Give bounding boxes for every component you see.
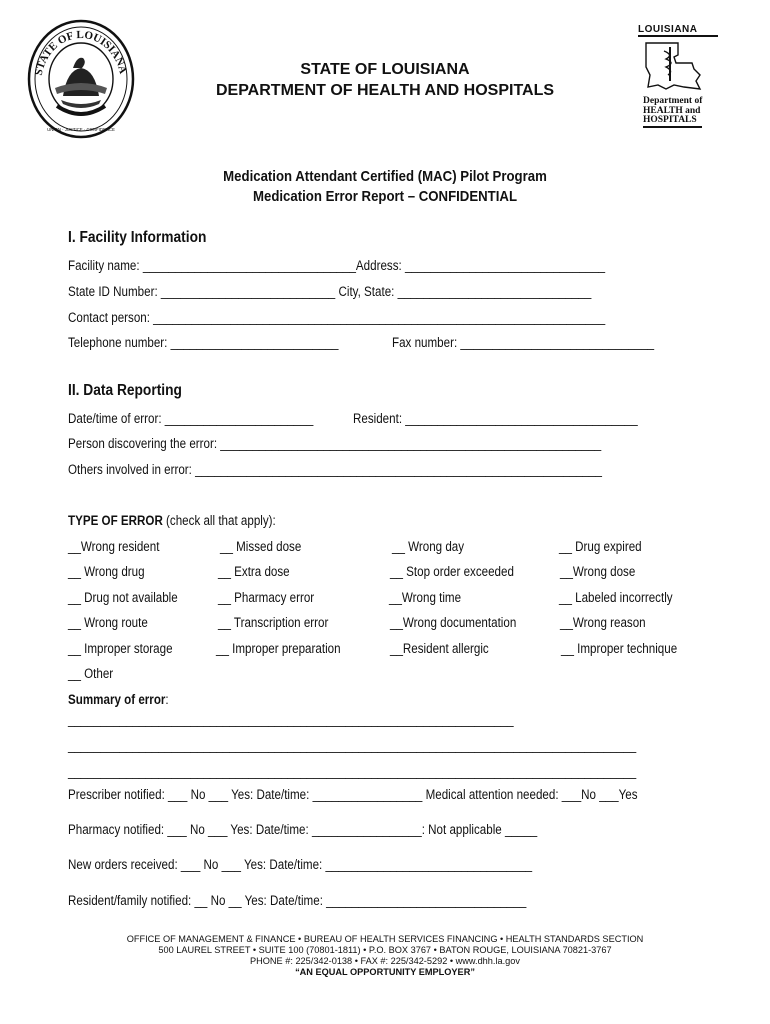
error-option[interactable]: __Wrong documentation [390,615,517,630]
pharmacy-notified-field[interactable]: Pharmacy notified: ___ No ___ Yes: Date/time: _________________: Not applicable _____ [68,822,538,837]
new-orders-field[interactable]: New orders received: ___ No ___ Yes: Date/time: ________________________________ [68,857,533,872]
section-facility-heading: I. Facility Information [68,229,207,246]
error-option[interactable]: __Wrong time [389,590,462,605]
prescriber-notified-field[interactable]: Prescriber notified: ___ No ___ Yes: Date/time: _________________ Medical attention needed: ___No ___Yes [68,787,638,802]
error-option[interactable]: __ Stop order exceeded [390,564,514,579]
logo-department-label: Department of HEALTH and HOSPITALS [643,97,702,128]
logo-state-label: LOUISIANA [638,24,718,37]
svg-text:STATE OF LOUISIANA: STATE OF LOUISIANA [32,28,129,77]
department-title: DEPARTMENT OF HEALTH AND HOSPITALS [215,82,555,99]
footer-address: 500 LAUREL STREET • SUITE 100 (70801-1811) • P.O. BOX 3767 • BATON ROUGE, LOUISIANA 70821-3767 [158,945,612,955]
footer-office: OFFICE OF MANAGEMENT & FINANCE • BUREAU OF HEALTH SERVICES FINANCING • HEALTH STANDARDS SECTION [126,934,644,944]
section-data-heading: II. Data Reporting [68,382,182,399]
report-title: Medication Error Report – CONFIDENTIAL [252,188,518,205]
error-option[interactable]: __Wrong dose [560,564,636,579]
fax-field[interactable]: Fax number: ______________________________ [392,335,655,350]
summary-line[interactable]: ________________________________________________________________________________________ [68,764,637,779]
summary-label: Summary of error: [68,692,169,707]
error-option[interactable]: __Wrong reason [560,615,646,630]
error-option[interactable]: __ Other [68,666,114,681]
contact-person-field[interactable]: Contact person: ______________________________________________________________________ [68,310,606,325]
error-datetime-field[interactable]: Date/time of error: _______________________ [68,411,314,426]
summary-line[interactable]: ________________________________________________________________________________________ [68,738,637,753]
state-seal [27,18,135,140]
svg-text:UNION · JUSTICE · CONFIDENCE: UNION · JUSTICE · CONFIDENCE [47,127,115,132]
summary-line[interactable]: _____________________________________________________________________ [68,712,514,727]
error-option[interactable]: __ Pharmacy error [218,590,315,605]
error-option[interactable]: __ Drug expired [559,539,642,554]
error-option[interactable]: __ Improper technique [561,641,678,656]
footer-employer: “AN EQUAL OPPORTUNITY EMPLOYER” [295,967,475,977]
type-of-error-label: TYPE OF ERROR (check all that apply): [68,513,276,528]
discovering-person-field[interactable]: Person discovering the error: ___________________________________________________________ [68,436,602,451]
error-option[interactable]: __ Wrong drug [68,564,145,579]
error-option[interactable]: __ Improper preparation [216,641,341,656]
family-notified-field[interactable]: Resident/family notified: __ No __ Yes: Date/time: _______________________________ [68,893,527,908]
footer-phone: PHONE #: 225/342-0138 • FAX #: 225/342-5292 • www.dhh.la.gov [250,956,520,966]
error-option[interactable]: __Resident allergic [390,641,489,656]
program-title: Medication Attendant Certified (MAC) Pilot Program [223,168,547,185]
error-option[interactable]: __ Extra dose [218,564,290,579]
error-option[interactable]: __ Transcription error [218,615,329,630]
others-involved-field[interactable]: Others involved in error: _______________________________________________________________ [68,462,602,477]
facility-name-field[interactable]: Facility name: _________________________________Address: _______________________________ [68,258,606,273]
resident-field[interactable]: Resident: ____________________________________ [353,411,638,426]
error-option[interactable]: __Wrong resident [68,539,160,554]
error-option[interactable]: __ Labeled incorrectly [559,590,673,605]
error-option[interactable]: __ Missed dose [220,539,302,554]
error-option[interactable]: __ Improper storage [68,641,173,656]
telephone-field[interactable]: Telephone number: __________________________ [68,335,339,350]
state-title: STATE OF LOUISIANA [300,61,470,78]
error-option[interactable]: __ Wrong day [392,539,465,554]
error-option[interactable]: __ Wrong route [68,615,148,630]
state-id-field[interactable]: State ID Number: ___________________________ City, State: ______________________________ [68,284,592,299]
error-option[interactable]: __ Drug not available [68,590,178,605]
